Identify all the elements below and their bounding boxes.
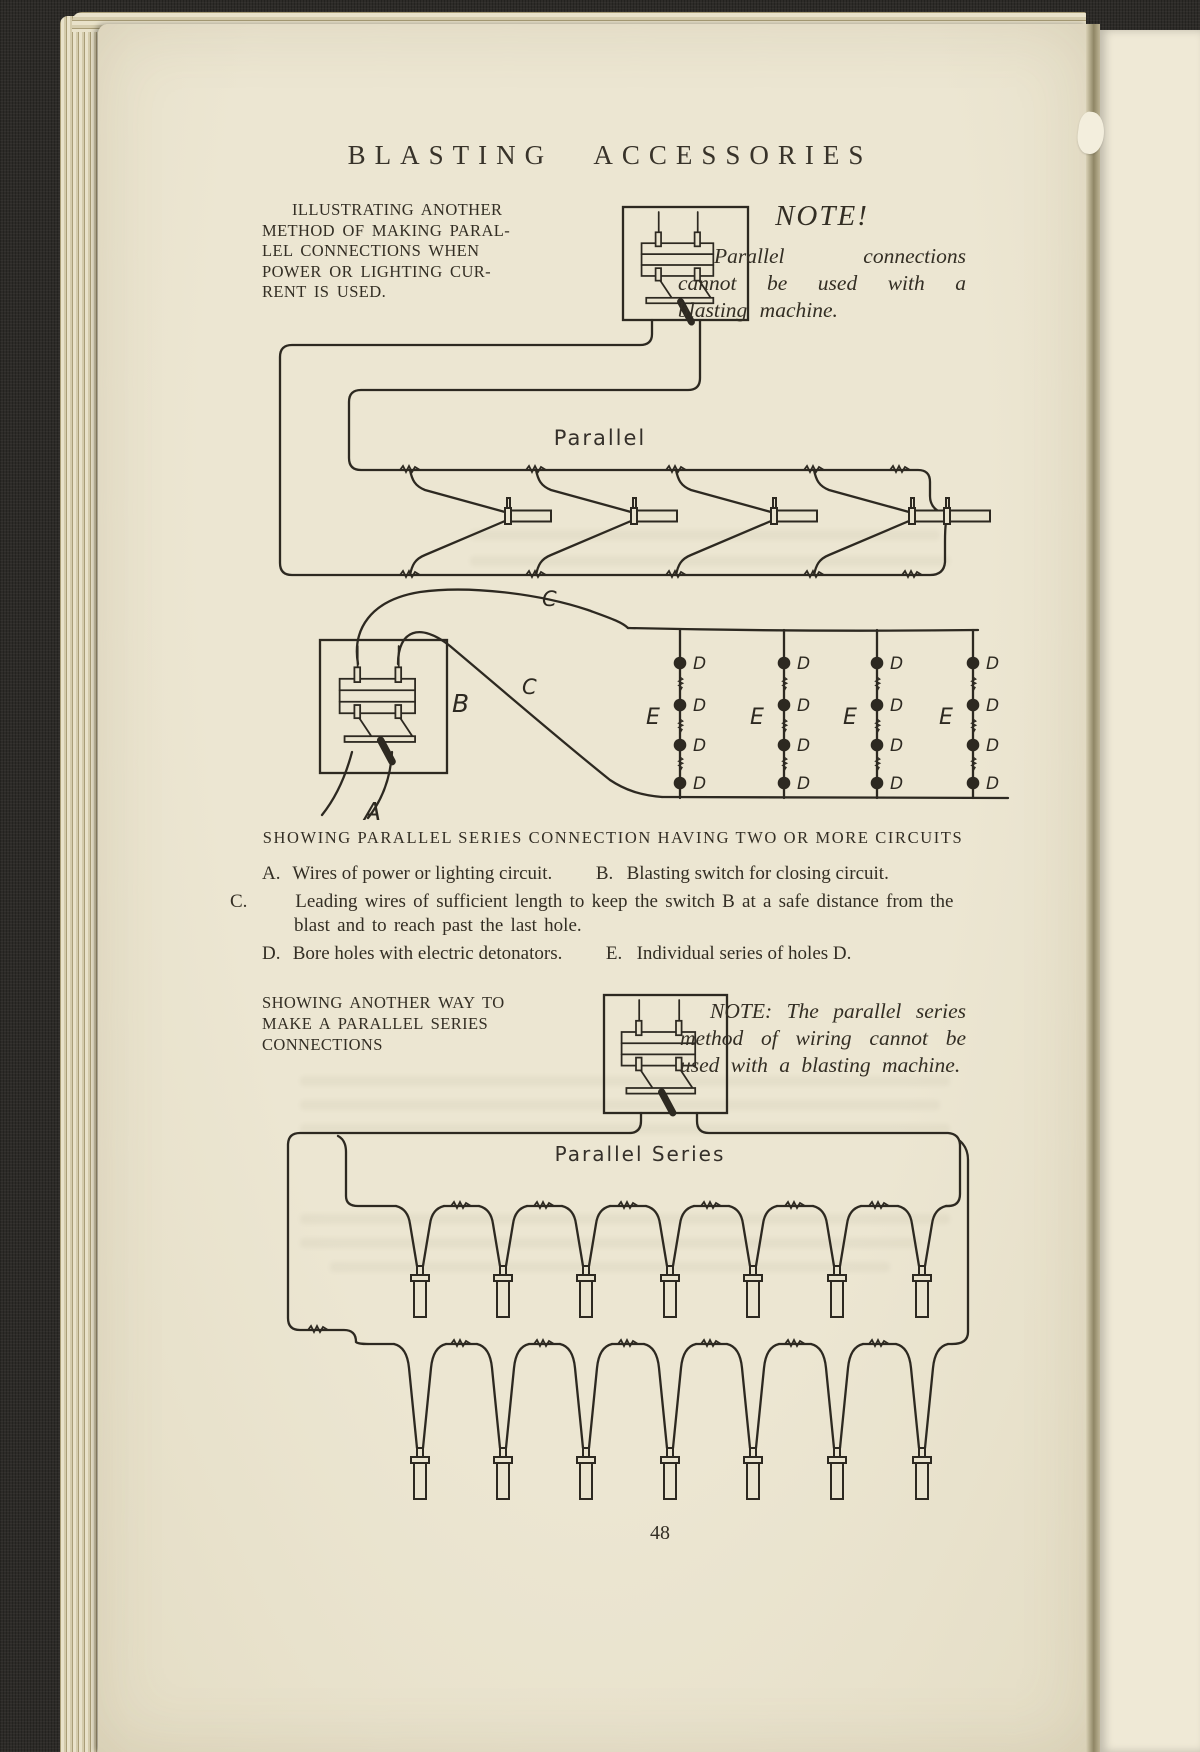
label-d: D xyxy=(797,654,811,674)
legend-label-c: C. xyxy=(230,891,248,912)
label-d: D xyxy=(986,654,1000,674)
legend-text-c: Leading wires of sufficient length to keep the switch B at a safe distance from the blast and to reach past the last hole. xyxy=(294,891,954,936)
label-d: D xyxy=(797,774,811,794)
note-1 xyxy=(678,200,966,324)
heading-line: MAKE A PARALLEL SERIES xyxy=(262,1014,489,1033)
label-d: D xyxy=(890,654,904,674)
legend-label-b: B. xyxy=(595,863,614,884)
legend-label-a: A. xyxy=(262,863,281,884)
note-2-body: NOTE: The parallel series method of wiring cannot be used with a blasting machine. xyxy=(680,999,966,1077)
heading-line: SHOWING ANOTHER WAY TO xyxy=(262,993,505,1012)
note-1-title: NOTE! xyxy=(775,200,869,232)
label-d: D xyxy=(890,774,904,794)
label-d: D xyxy=(693,696,707,716)
section2-heading xyxy=(262,992,522,1055)
legend xyxy=(230,862,968,970)
label-e: E xyxy=(939,705,953,730)
diagram3-label: Parallel Series xyxy=(554,1142,726,1166)
label-b: B xyxy=(452,689,470,718)
label-a: A xyxy=(364,797,382,826)
heading-line: CONNECTIONS xyxy=(262,1035,383,1054)
label-d: D xyxy=(797,696,811,716)
legend-text-b: Blasting switch for closing circuit. xyxy=(626,863,889,884)
label-c: C xyxy=(542,587,557,611)
label-d: D xyxy=(693,774,707,794)
heading-line: ILLUSTRATING ANOTHER xyxy=(292,200,503,219)
diagram1-label: Parallel xyxy=(553,426,647,450)
legend-label-d: D. xyxy=(262,943,281,964)
legend-text-a: Wires of power or lighting circuit. xyxy=(292,863,553,884)
label-d: D xyxy=(986,774,1000,794)
heading-line: LEL CONNECTIONS WHEN xyxy=(262,241,480,260)
page-number: 48 xyxy=(650,1522,670,1544)
label-d: D xyxy=(693,736,707,756)
legend-text-d: Bore holes with electric detonators. xyxy=(292,943,563,964)
label-d: D xyxy=(986,696,1000,716)
label-d: D xyxy=(890,736,904,756)
label-d: D xyxy=(986,736,1000,756)
page-title: BLASTING ACCESSORIES xyxy=(347,140,873,170)
legend-label-e: E. xyxy=(605,943,623,964)
label-d: D xyxy=(693,654,707,674)
section1-heading xyxy=(262,200,532,303)
legend-row-c xyxy=(230,890,968,938)
label-d: D xyxy=(797,736,811,756)
label-d: D xyxy=(890,696,904,716)
label-c: C xyxy=(522,675,537,699)
legend-text-e: Individual series of holes D. xyxy=(636,943,852,964)
label-e: E xyxy=(750,705,764,730)
heading-line: METHOD OF MAKING PARAL- xyxy=(262,220,511,240)
heading-line: POWER OR LIGHTING CUR- xyxy=(262,261,492,281)
note-1-body: Parallel connections cannot be used with a blasting machine. xyxy=(678,244,966,322)
heading-line: RENT IS USED. xyxy=(262,282,387,301)
legend-row-ab xyxy=(262,862,968,886)
legend-row-de xyxy=(262,942,968,966)
label-e: E xyxy=(843,705,857,730)
label-e: E xyxy=(646,705,660,730)
diagram2-caption: SHOWING PARALLEL SERIES CONNECTION HAVING TWO OR MORE CIRCUITS xyxy=(262,828,964,847)
